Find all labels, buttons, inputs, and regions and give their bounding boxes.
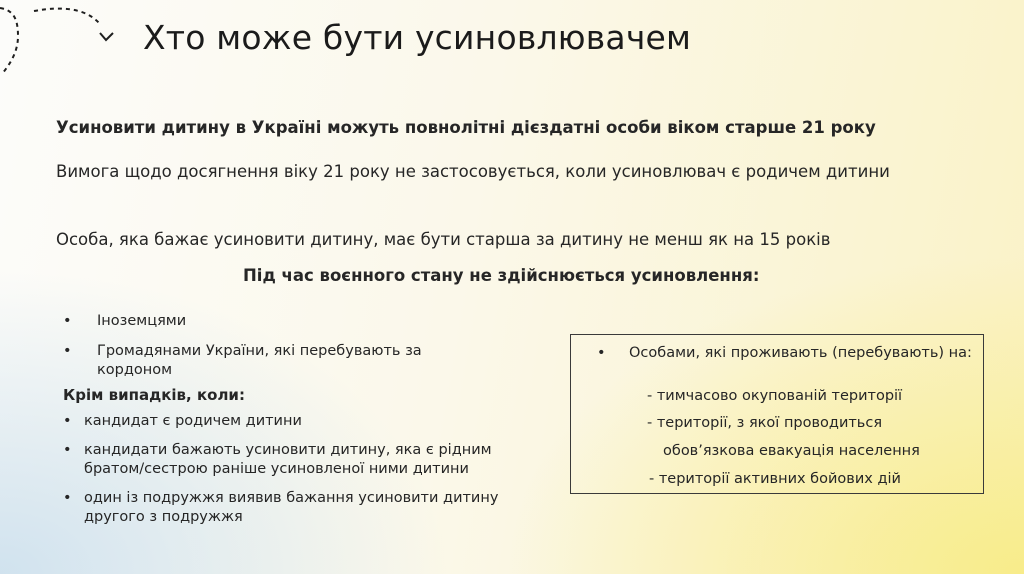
exceptions-list [63, 412, 503, 537]
bullet-icon: • [63, 413, 72, 429]
eligibility-statement: Усиновити дитину в Україні можуть повнолітні дієздатні особи віком старше 21 року [56, 118, 876, 137]
list-item [63, 312, 483, 331]
bullet-icon: • [63, 343, 72, 359]
territory-item: - тимчасово окупованій території [647, 388, 903, 404]
bullet-icon: • [63, 490, 72, 506]
bullet-icon: • [63, 313, 72, 329]
territory-item: обов’язкова евакуація населення [663, 443, 920, 459]
age-exception-text: Вимога щодо досягнення віку 21 року не застосовується, коли усиновлювач є родичем дитини [56, 162, 890, 181]
martial-law-heading: Під час воєнного стану не здійснюється усиновлення: [243, 266, 760, 285]
list-item-text: Громадянами України, які перебувають за кордоном [97, 343, 422, 378]
dashed-arrow-decoration [0, 0, 130, 100]
age-gap-text: Особа, яка бажає усиновити дитину, має бути старша за дитину не менш як на 15 років [56, 230, 831, 249]
bullet-icon: • [597, 345, 606, 361]
list-item [63, 441, 503, 479]
not-allowed-list [63, 312, 483, 391]
slide-title: Хто може бути усиновлювачем [143, 18, 692, 57]
territory-box [570, 334, 984, 494]
list-item [63, 412, 503, 431]
list-item [63, 489, 503, 527]
list-item-text: один із подружжя виявив бажання усиновити дитину другого з подружжя [84, 490, 499, 525]
exceptions-heading: Крім випадків, коли: [63, 386, 245, 404]
territory-box-heading [597, 344, 977, 362]
bullet-icon: • [63, 442, 72, 458]
territory-item: - території, з якої проводиться [647, 415, 883, 431]
territory-item: - території активних бойових дій [649, 471, 901, 487]
list-item [63, 342, 483, 380]
list-item-text: кандидати бажають усиновити дитину, яка є рідним братом/сестрою раніше усиновленої ними дитини [84, 442, 492, 477]
territory-box-heading-text: Особами, які проживають (перебувають) на: [629, 345, 972, 361]
list-item-text: Іноземцями [97, 313, 187, 329]
list-item-text: кандидат є родичем дитини [84, 413, 302, 429]
